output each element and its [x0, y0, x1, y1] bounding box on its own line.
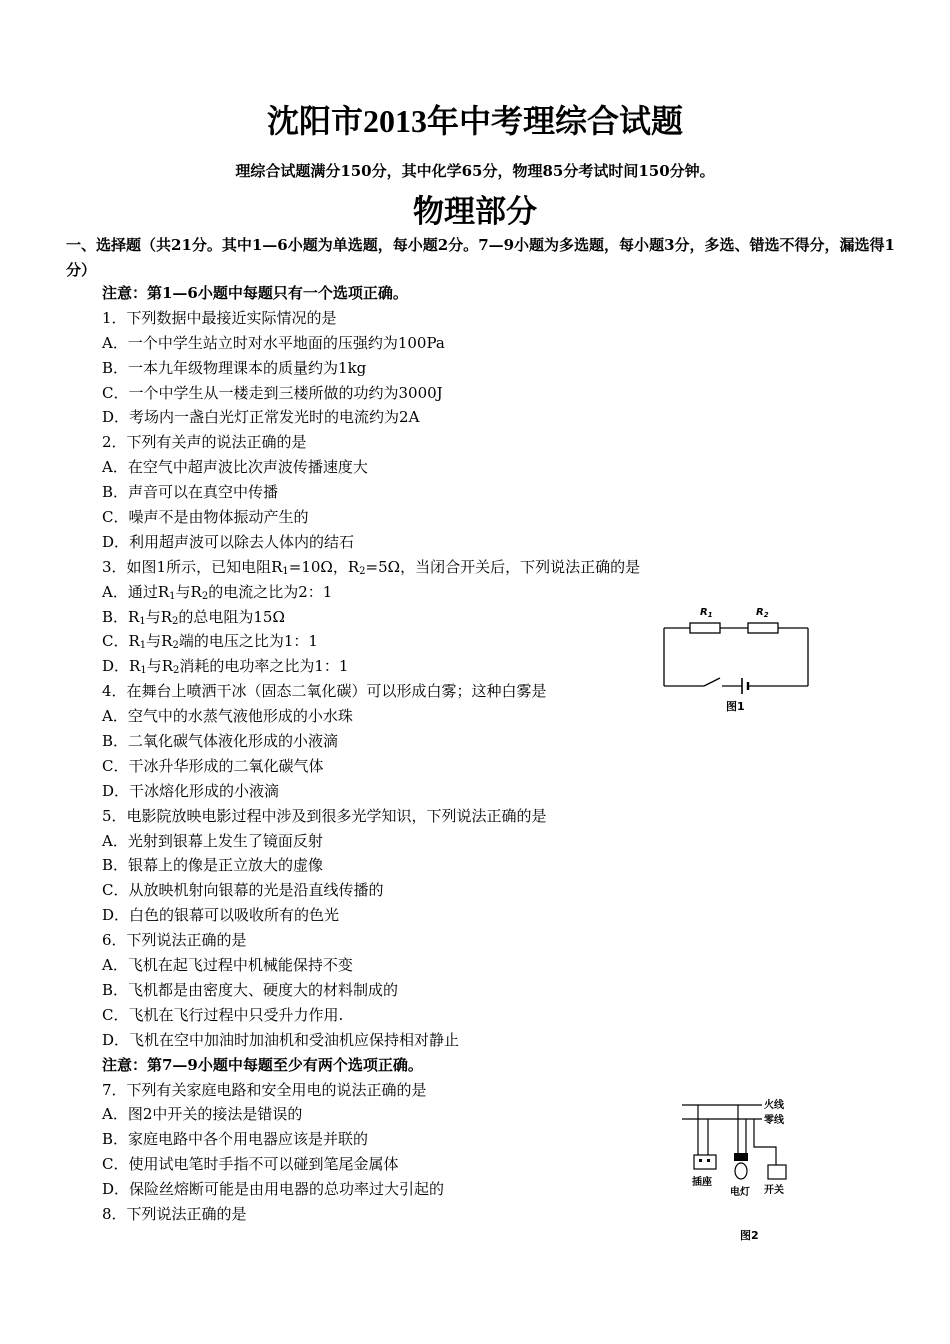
q5-option-d: D．白色的银幕可以吸收所有的色光	[102, 906, 340, 925]
q3-option-a: A．通过$R_1$与$R_2$的电流之比为2：1	[102, 582, 333, 602]
question-list	[102, 281, 662, 1227]
note-multi-choice: 注意：第7—9小题中每题至少有两个选项正确。	[102, 1055, 423, 1074]
q3-option-b: B．$R_1$与$R_2$的总电阻为15Ω	[102, 607, 285, 627]
lamp-label: 电灯	[730, 1187, 750, 1198]
q2-stem: 2．下列有关声的说法正确的是	[102, 433, 307, 452]
q6-option-a: A．飞机在起飞过程中机械能保持不变	[102, 956, 353, 975]
resistor-r2-symbol	[748, 623, 778, 633]
r1-label: $R_1$	[700, 607, 713, 619]
live-wire-label: 火线	[764, 1100, 784, 1111]
q6-option-d: D．飞机在空中加油时加油机和受油机应保持相对静止	[102, 1030, 460, 1049]
q7-option-d: D．保险丝熔断可能是由用电器的总功率过大引起的	[102, 1180, 445, 1199]
q2-option-d: D．利用超声波可以除去人体内的结石	[102, 532, 355, 551]
socket-label: 插座	[692, 1177, 712, 1188]
r2-label: $R_2$	[756, 607, 769, 619]
q1-option-b: B．一本九年级物理课本的质量约为1kg	[102, 358, 367, 377]
q7-option-c: C．使用试电笔时手指不可以碰到笔尾金属体	[102, 1155, 399, 1174]
q3-stem: 3．如图1所示，已知电阻$R_1=10\Omega$，$R_2=5\Omega$，当闭合开关后，下列说法正确的是	[102, 557, 641, 577]
q4-option-b: B．二氧化碳气体液化形成的小液滴	[102, 732, 339, 751]
q6-option-b: B．飞机都是由密度大、硬度大的材料制成的	[102, 980, 399, 999]
q1-option-a: A．一个中学生站立时对水平地面的压强约为100Pa	[102, 333, 445, 352]
figure-2-caption: 图2	[740, 1229, 759, 1242]
neutral-wire-label: 零线	[764, 1115, 784, 1126]
q8-stem: 8．下列说法正确的是	[102, 1204, 247, 1223]
q1-option-c: C．一个中学生从一楼走到三楼所做的功约为3000J	[102, 383, 443, 402]
q3-option-d: D．$R_1$与$R_2$消耗的电功率之比为1：1	[102, 657, 349, 677]
q7-option-b: B．家庭电路中各个用电器应该是并联的	[102, 1130, 369, 1149]
q7-option-a: A．图2中开关的接法是错误的	[102, 1105, 303, 1124]
q4-stem: 4．在舞台上喷洒干冰（固态二氧化碳）可以形成白雾；这种白雾是	[102, 682, 547, 701]
lamp-socket-symbol	[734, 1153, 748, 1161]
note-single-choice: 注意：第1—6小题中每题只有一个选项正确。	[102, 284, 408, 302]
resistor-r1-symbol	[690, 623, 720, 633]
q2-option-c: C．噪声不是由物体振动产生的	[102, 508, 309, 527]
q5-option-c: C．从放映机射向银幕的光是沿直线传播的	[102, 881, 384, 900]
switch-box-symbol	[768, 1165, 786, 1179]
page-title: 沈阳市2013年中考理综合试题	[266, 103, 683, 139]
q4-option-c: C．干冰升华形成的二氧化碳气体	[102, 756, 324, 775]
section-title: 物理部分	[413, 194, 537, 230]
section-intro: 一、选择题（共21分。其中1—6小题为单选题，每小题2分。7—9小题为多选题，每小题3分，多选、错选不得分，漏选得1分）	[66, 236, 895, 279]
q5-option-b: B．银幕上的像是正立放大的虚像	[102, 856, 324, 875]
socket-symbol	[694, 1155, 716, 1169]
q7-stem: 7．下列有关家庭电路和安全用电的说法正确的是	[102, 1080, 427, 1099]
q2-option-a: A．在空气中超声波比次声波传播速度大	[102, 458, 368, 477]
q5-option-a: A．光射到银幕上发生了镜面反射	[102, 831, 323, 850]
figure-1-circuit	[656, 598, 821, 716]
q3-option-c: C．$R_1$与$R_2$端的电压之比为1：1	[102, 632, 318, 652]
q4-option-a: A．空气中的水蒸气液他形成的小水珠	[102, 707, 353, 726]
q2-option-b: B．声音可以在真空中传播	[102, 483, 279, 502]
switch-symbol	[704, 678, 720, 686]
q1-stem: 1．下列数据中最接近实际情况的是	[102, 308, 337, 327]
figure-1-caption: 图1	[726, 700, 745, 713]
q6-option-c: C．飞机在飞行过程中只受升力作用.	[102, 1005, 344, 1024]
lamp-icon	[735, 1163, 747, 1179]
q6-stem: 6．下列说法正确的是	[102, 931, 247, 950]
q4-option-d: D．干冰熔化形成的小液滴	[102, 781, 280, 800]
q5-stem: 5．电影院放映电影过程中涉及到很多光学知识，下列说法正确的是	[102, 806, 547, 825]
q1-option-d: D．考场内一盏白光灯正常发光时的电流约为2A	[102, 408, 420, 427]
switch-label: 开关	[764, 1185, 784, 1196]
figure-2-household-circuit	[676, 1093, 806, 1253]
exam-subtitle: 理综合试题满分150分，其中化学65分，物理85分考试时间150分钟。	[235, 162, 715, 180]
